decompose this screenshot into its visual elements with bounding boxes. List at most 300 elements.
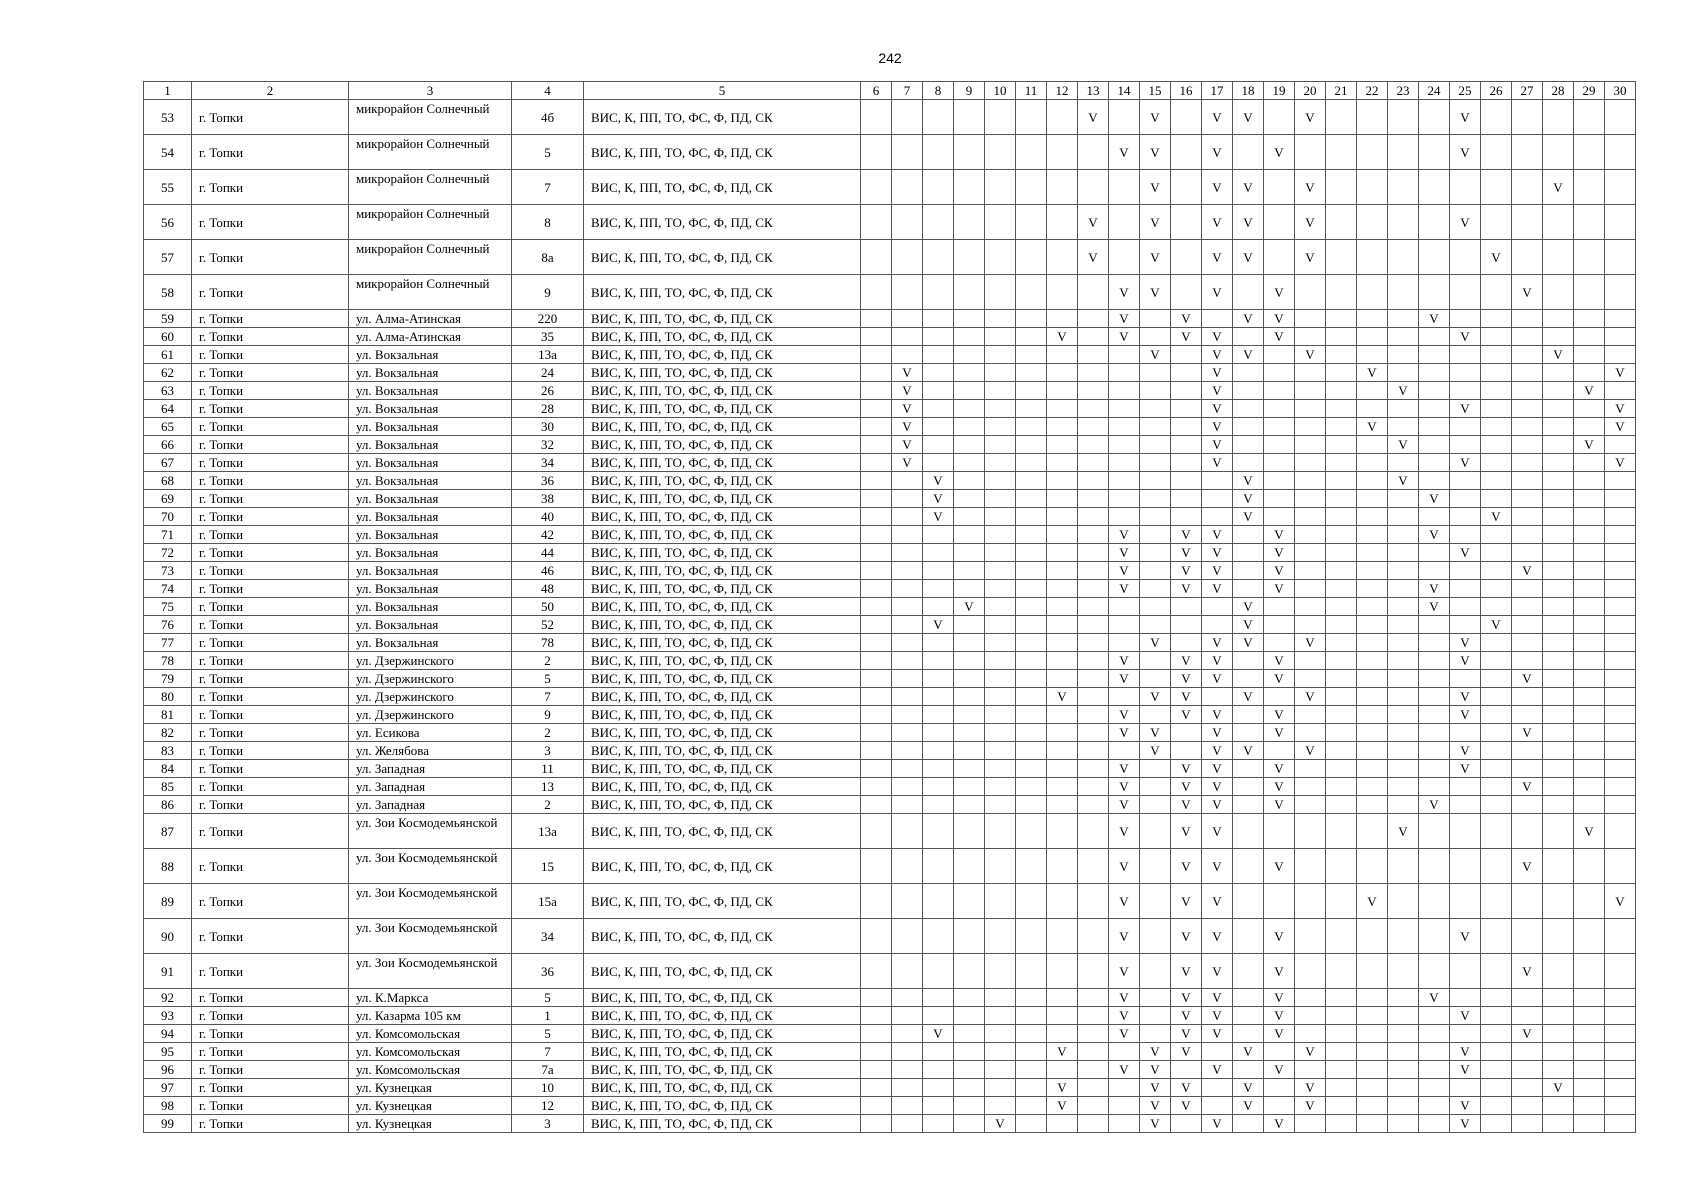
table-row bbox=[144, 490, 1636, 508]
column-header-5: 5 bbox=[584, 82, 861, 100]
empty-cell bbox=[1326, 346, 1357, 364]
row-number: 54 bbox=[144, 135, 192, 170]
check-mark: V bbox=[1233, 100, 1264, 135]
empty-cell bbox=[1326, 240, 1357, 275]
empty-cell bbox=[1326, 796, 1357, 814]
empty-cell bbox=[1326, 652, 1357, 670]
empty-cell bbox=[923, 1043, 954, 1061]
empty-cell bbox=[1047, 724, 1078, 742]
check-mark: V bbox=[1171, 526, 1202, 544]
empty-cell bbox=[1078, 1007, 1109, 1025]
check-mark: V bbox=[1357, 364, 1388, 382]
empty-cell bbox=[1512, 135, 1543, 170]
house-cell: 38 bbox=[512, 490, 584, 508]
empty-cell bbox=[1140, 364, 1171, 382]
empty-cell bbox=[954, 616, 985, 634]
empty-cell bbox=[1140, 328, 1171, 346]
check-mark: V bbox=[1202, 954, 1233, 989]
empty-cell bbox=[923, 170, 954, 205]
empty-cell bbox=[1295, 1025, 1326, 1043]
column-header-19: 19 bbox=[1264, 82, 1295, 100]
check-mark: V bbox=[1140, 1061, 1171, 1079]
check-mark: V bbox=[1202, 919, 1233, 954]
empty-cell bbox=[1016, 760, 1047, 778]
city-cell: г. Топки bbox=[192, 1007, 349, 1025]
empty-cell bbox=[1388, 652, 1419, 670]
empty-cell bbox=[1233, 580, 1264, 598]
empty-cell bbox=[954, 796, 985, 814]
empty-cell bbox=[1047, 240, 1078, 275]
check-mark: V bbox=[1233, 472, 1264, 490]
column-header-24: 24 bbox=[1419, 82, 1450, 100]
empty-cell bbox=[1233, 1025, 1264, 1043]
empty-cell bbox=[1574, 1097, 1605, 1115]
empty-cell bbox=[1016, 400, 1047, 418]
empty-cell bbox=[1388, 205, 1419, 240]
empty-cell bbox=[954, 170, 985, 205]
empty-cell bbox=[1605, 688, 1636, 706]
empty-cell bbox=[1512, 418, 1543, 436]
works-cell: ВИС, К, ПП, ТО, ФС, Ф, ПД, СК bbox=[584, 1025, 861, 1043]
empty-cell bbox=[954, 652, 985, 670]
empty-cell bbox=[1574, 275, 1605, 310]
check-mark: V bbox=[892, 364, 923, 382]
check-mark: V bbox=[1109, 580, 1140, 598]
city-cell: г. Топки bbox=[192, 1079, 349, 1097]
check-mark: V bbox=[1202, 670, 1233, 688]
empty-cell bbox=[1512, 400, 1543, 418]
empty-cell bbox=[1450, 1025, 1481, 1043]
empty-cell bbox=[1543, 652, 1574, 670]
empty-cell bbox=[1171, 616, 1202, 634]
empty-cell bbox=[861, 418, 892, 436]
check-mark: V bbox=[1450, 135, 1481, 170]
street-cell: ул. Алма-Атинская bbox=[349, 328, 512, 346]
empty-cell bbox=[1574, 849, 1605, 884]
table-row bbox=[144, 580, 1636, 598]
table-row bbox=[144, 706, 1636, 724]
empty-cell bbox=[1078, 135, 1109, 170]
street-cell: ул. Вокзальная bbox=[349, 418, 512, 436]
row-number: 89 bbox=[144, 884, 192, 919]
empty-cell bbox=[892, 508, 923, 526]
empty-cell bbox=[1295, 382, 1326, 400]
check-mark: V bbox=[1140, 1043, 1171, 1061]
empty-cell bbox=[1388, 580, 1419, 598]
row-number: 91 bbox=[144, 954, 192, 989]
empty-cell bbox=[1047, 796, 1078, 814]
empty-cell bbox=[861, 472, 892, 490]
empty-cell bbox=[1512, 346, 1543, 364]
row-number: 62 bbox=[144, 364, 192, 382]
empty-cell bbox=[985, 436, 1016, 454]
empty-cell bbox=[1326, 778, 1357, 796]
house-cell: 42 bbox=[512, 526, 584, 544]
empty-cell bbox=[1078, 616, 1109, 634]
empty-cell bbox=[1481, 989, 1512, 1007]
empty-cell bbox=[954, 328, 985, 346]
check-mark: V bbox=[1047, 688, 1078, 706]
check-mark: V bbox=[1264, 328, 1295, 346]
empty-cell bbox=[1419, 472, 1450, 490]
empty-cell bbox=[1140, 849, 1171, 884]
check-mark: V bbox=[1295, 170, 1326, 205]
empty-cell bbox=[1016, 989, 1047, 1007]
empty-cell bbox=[1047, 562, 1078, 580]
check-mark: V bbox=[1264, 544, 1295, 562]
empty-cell bbox=[985, 760, 1016, 778]
works-cell: ВИС, К, ПП, ТО, ФС, Ф, ПД, СК bbox=[584, 382, 861, 400]
row-number: 82 bbox=[144, 724, 192, 742]
empty-cell bbox=[1109, 205, 1140, 240]
empty-cell bbox=[892, 526, 923, 544]
empty-cell bbox=[892, 706, 923, 724]
empty-cell bbox=[1512, 884, 1543, 919]
empty-cell bbox=[1140, 796, 1171, 814]
empty-cell bbox=[1016, 1097, 1047, 1115]
empty-cell bbox=[1605, 472, 1636, 490]
check-mark: V bbox=[985, 1115, 1016, 1133]
empty-cell bbox=[1512, 919, 1543, 954]
empty-cell bbox=[1605, 490, 1636, 508]
empty-cell bbox=[1357, 954, 1388, 989]
works-cell: ВИС, К, ПП, ТО, ФС, Ф, ПД, СК bbox=[584, 849, 861, 884]
table-row bbox=[144, 562, 1636, 580]
empty-cell bbox=[1512, 490, 1543, 508]
empty-cell bbox=[861, 544, 892, 562]
empty-cell bbox=[861, 598, 892, 616]
empty-cell bbox=[1357, 310, 1388, 328]
check-mark: V bbox=[1512, 954, 1543, 989]
empty-cell bbox=[1140, 670, 1171, 688]
empty-cell bbox=[1078, 598, 1109, 616]
table-row bbox=[144, 670, 1636, 688]
empty-cell bbox=[1388, 1007, 1419, 1025]
street-cell: ул. Вокзальная bbox=[349, 436, 512, 454]
check-mark: V bbox=[1171, 670, 1202, 688]
row-number: 67 bbox=[144, 454, 192, 472]
check-mark: V bbox=[1171, 796, 1202, 814]
empty-cell bbox=[1047, 954, 1078, 989]
empty-cell bbox=[1047, 364, 1078, 382]
empty-cell bbox=[985, 670, 1016, 688]
column-header-12: 12 bbox=[1047, 82, 1078, 100]
empty-cell bbox=[1171, 1115, 1202, 1133]
empty-cell bbox=[1543, 954, 1574, 989]
empty-cell bbox=[1481, 1025, 1512, 1043]
row-number: 94 bbox=[144, 1025, 192, 1043]
empty-cell bbox=[1016, 796, 1047, 814]
empty-cell bbox=[1047, 1007, 1078, 1025]
empty-cell bbox=[1543, 100, 1574, 135]
house-cell: 1 bbox=[512, 1007, 584, 1025]
check-mark: V bbox=[1450, 760, 1481, 778]
empty-cell bbox=[1109, 1043, 1140, 1061]
empty-cell bbox=[1512, 508, 1543, 526]
column-header-20: 20 bbox=[1295, 82, 1326, 100]
empty-cell bbox=[1326, 526, 1357, 544]
column-header-21: 21 bbox=[1326, 82, 1357, 100]
empty-cell bbox=[1016, 778, 1047, 796]
check-mark: V bbox=[1047, 328, 1078, 346]
empty-cell bbox=[1512, 1007, 1543, 1025]
works-cell: ВИС, К, ПП, ТО, ФС, Ф, ПД, СК bbox=[584, 275, 861, 310]
check-mark: V bbox=[1202, 652, 1233, 670]
empty-cell bbox=[1078, 989, 1109, 1007]
check-mark: V bbox=[1140, 1097, 1171, 1115]
empty-cell bbox=[1605, 954, 1636, 989]
street-cell: ул. Кузнецкая bbox=[349, 1079, 512, 1097]
empty-cell bbox=[1481, 490, 1512, 508]
empty-cell bbox=[985, 240, 1016, 275]
empty-cell bbox=[923, 989, 954, 1007]
empty-cell bbox=[1078, 526, 1109, 544]
row-number: 69 bbox=[144, 490, 192, 508]
street-cell: ул. Кузнецкая bbox=[349, 1097, 512, 1115]
check-mark: V bbox=[1419, 526, 1450, 544]
check-mark: V bbox=[1202, 364, 1233, 382]
empty-cell bbox=[1357, 1097, 1388, 1115]
check-mark: V bbox=[1295, 1097, 1326, 1115]
empty-cell bbox=[1233, 706, 1264, 724]
empty-cell bbox=[1574, 418, 1605, 436]
empty-cell bbox=[1047, 919, 1078, 954]
check-mark: V bbox=[1171, 706, 1202, 724]
empty-cell bbox=[1326, 418, 1357, 436]
city-cell: г. Топки bbox=[192, 454, 349, 472]
empty-cell bbox=[1574, 760, 1605, 778]
house-cell: 2 bbox=[512, 724, 584, 742]
empty-cell bbox=[1140, 310, 1171, 328]
empty-cell bbox=[1605, 275, 1636, 310]
works-cell: ВИС, К, ПП, ТО, ФС, Ф, ПД, СК bbox=[584, 562, 861, 580]
empty-cell bbox=[954, 100, 985, 135]
house-cell: 15 bbox=[512, 849, 584, 884]
empty-cell bbox=[1574, 742, 1605, 760]
city-cell: г. Топки bbox=[192, 652, 349, 670]
empty-cell bbox=[861, 382, 892, 400]
empty-cell bbox=[1574, 135, 1605, 170]
empty-cell bbox=[985, 1007, 1016, 1025]
empty-cell bbox=[1605, 989, 1636, 1007]
empty-cell bbox=[923, 135, 954, 170]
empty-cell bbox=[1078, 706, 1109, 724]
empty-cell bbox=[892, 1043, 923, 1061]
check-mark: V bbox=[1450, 1043, 1481, 1061]
empty-cell bbox=[1202, 1043, 1233, 1061]
empty-cell bbox=[1326, 1061, 1357, 1079]
check-mark: V bbox=[1233, 205, 1264, 240]
data-table bbox=[143, 81, 1636, 1133]
empty-cell bbox=[1605, 526, 1636, 544]
works-cell: ВИС, К, ПП, ТО, ФС, Ф, ПД, СК bbox=[584, 652, 861, 670]
empty-cell bbox=[1357, 1115, 1388, 1133]
column-header-11: 11 bbox=[1016, 82, 1047, 100]
empty-cell bbox=[1233, 1007, 1264, 1025]
column-header-10: 10 bbox=[985, 82, 1016, 100]
row-number: 77 bbox=[144, 634, 192, 652]
empty-cell bbox=[1233, 328, 1264, 346]
check-mark: V bbox=[1388, 814, 1419, 849]
empty-cell bbox=[1605, 706, 1636, 724]
empty-cell bbox=[892, 100, 923, 135]
check-mark: V bbox=[1233, 1079, 1264, 1097]
empty-cell bbox=[1419, 240, 1450, 275]
works-cell: ВИС, К, ПП, ТО, ФС, Ф, ПД, СК bbox=[584, 346, 861, 364]
empty-cell bbox=[923, 778, 954, 796]
empty-cell bbox=[1574, 954, 1605, 989]
empty-cell bbox=[1202, 1097, 1233, 1115]
empty-cell bbox=[861, 1007, 892, 1025]
empty-cell bbox=[1388, 989, 1419, 1007]
empty-cell bbox=[1574, 526, 1605, 544]
empty-cell bbox=[1326, 670, 1357, 688]
empty-cell bbox=[1295, 418, 1326, 436]
check-mark: V bbox=[1171, 544, 1202, 562]
empty-cell bbox=[861, 400, 892, 418]
empty-cell bbox=[1326, 364, 1357, 382]
empty-cell bbox=[1419, 454, 1450, 472]
empty-cell bbox=[1047, 1061, 1078, 1079]
row-number: 73 bbox=[144, 562, 192, 580]
column-header-13: 13 bbox=[1078, 82, 1109, 100]
works-cell: ВИС, К, ПП, ТО, ФС, Ф, ПД, СК bbox=[584, 310, 861, 328]
empty-cell bbox=[1481, 400, 1512, 418]
empty-cell bbox=[861, 670, 892, 688]
empty-cell bbox=[1419, 688, 1450, 706]
empty-cell bbox=[985, 706, 1016, 724]
empty-cell bbox=[1605, 778, 1636, 796]
empty-cell bbox=[1109, 1115, 1140, 1133]
empty-cell bbox=[1016, 346, 1047, 364]
empty-cell bbox=[954, 310, 985, 328]
empty-cell bbox=[1357, 742, 1388, 760]
empty-cell bbox=[1357, 616, 1388, 634]
empty-cell bbox=[861, 1079, 892, 1097]
empty-cell bbox=[1419, 135, 1450, 170]
empty-cell bbox=[985, 814, 1016, 849]
empty-cell bbox=[1419, 562, 1450, 580]
empty-cell bbox=[1295, 490, 1326, 508]
street-cell: ул. Дзержинского bbox=[349, 706, 512, 724]
check-mark: V bbox=[1109, 135, 1140, 170]
empty-cell bbox=[1543, 454, 1574, 472]
check-mark: V bbox=[1512, 670, 1543, 688]
empty-cell bbox=[1481, 849, 1512, 884]
check-mark: V bbox=[1295, 346, 1326, 364]
street-cell: ул. Алма-Атинская bbox=[349, 310, 512, 328]
empty-cell bbox=[1295, 436, 1326, 454]
row-number: 64 bbox=[144, 400, 192, 418]
works-cell: ВИС, К, ПП, ТО, ФС, Ф, ПД, СК bbox=[584, 240, 861, 275]
empty-cell bbox=[1388, 634, 1419, 652]
empty-cell bbox=[1450, 778, 1481, 796]
empty-cell bbox=[923, 454, 954, 472]
empty-cell bbox=[1109, 170, 1140, 205]
empty-cell bbox=[1016, 170, 1047, 205]
empty-cell bbox=[1419, 436, 1450, 454]
empty-cell bbox=[985, 1061, 1016, 1079]
empty-cell bbox=[954, 954, 985, 989]
empty-cell bbox=[861, 170, 892, 205]
empty-cell bbox=[1233, 670, 1264, 688]
column-header-15: 15 bbox=[1140, 82, 1171, 100]
empty-cell bbox=[1357, 526, 1388, 544]
house-cell: 9 bbox=[512, 706, 584, 724]
empty-cell bbox=[923, 742, 954, 760]
check-mark: V bbox=[1512, 1025, 1543, 1043]
empty-cell bbox=[1140, 778, 1171, 796]
empty-cell bbox=[1047, 205, 1078, 240]
empty-cell bbox=[985, 100, 1016, 135]
empty-cell bbox=[1233, 760, 1264, 778]
empty-cell bbox=[985, 310, 1016, 328]
empty-cell bbox=[1605, 1097, 1636, 1115]
empty-cell bbox=[861, 364, 892, 382]
empty-cell bbox=[954, 508, 985, 526]
check-mark: V bbox=[1264, 275, 1295, 310]
empty-cell bbox=[1450, 616, 1481, 634]
empty-cell bbox=[1450, 562, 1481, 580]
table-row bbox=[144, 849, 1636, 884]
house-cell: 3 bbox=[512, 742, 584, 760]
empty-cell bbox=[985, 544, 1016, 562]
check-mark: V bbox=[1171, 562, 1202, 580]
empty-cell bbox=[923, 544, 954, 562]
check-mark: V bbox=[1202, 328, 1233, 346]
empty-cell bbox=[1202, 1079, 1233, 1097]
empty-cell bbox=[1047, 400, 1078, 418]
check-mark: V bbox=[1109, 526, 1140, 544]
empty-cell bbox=[1109, 598, 1140, 616]
empty-cell bbox=[1109, 346, 1140, 364]
empty-cell bbox=[1202, 472, 1233, 490]
street-cell: ул. Вокзальная bbox=[349, 580, 512, 598]
empty-cell bbox=[1574, 1007, 1605, 1025]
check-mark: V bbox=[1450, 205, 1481, 240]
street-cell: микрорайон Солнечный bbox=[349, 205, 512, 240]
works-cell: ВИС, К, ПП, ТО, ФС, Ф, ПД, СК bbox=[584, 400, 861, 418]
empty-cell bbox=[1202, 508, 1233, 526]
empty-cell bbox=[954, 778, 985, 796]
check-mark: V bbox=[1419, 989, 1450, 1007]
empty-cell bbox=[1326, 1007, 1357, 1025]
empty-cell bbox=[1450, 849, 1481, 884]
works-cell: ВИС, К, ПП, ТО, ФС, Ф, ПД, СК bbox=[584, 472, 861, 490]
empty-cell bbox=[1326, 706, 1357, 724]
works-cell: ВИС, К, ПП, ТО, ФС, Ф, ПД, СК bbox=[584, 814, 861, 849]
works-cell: ВИС, К, ПП, ТО, ФС, Ф, ПД, СК bbox=[584, 796, 861, 814]
works-cell: ВИС, К, ПП, ТО, ФС, Ф, ПД, СК bbox=[584, 170, 861, 205]
empty-cell bbox=[1295, 1115, 1326, 1133]
check-mark: V bbox=[1171, 1007, 1202, 1025]
city-cell: г. Топки bbox=[192, 562, 349, 580]
empty-cell bbox=[954, 436, 985, 454]
empty-cell bbox=[1450, 598, 1481, 616]
check-mark: V bbox=[1109, 778, 1140, 796]
empty-cell bbox=[923, 580, 954, 598]
empty-cell bbox=[923, 526, 954, 544]
empty-cell bbox=[1140, 454, 1171, 472]
empty-cell bbox=[1419, 1025, 1450, 1043]
empty-cell bbox=[1171, 436, 1202, 454]
works-cell: ВИС, К, ПП, ТО, ФС, Ф, ПД, СК bbox=[584, 1061, 861, 1079]
empty-cell bbox=[1419, 954, 1450, 989]
empty-cell bbox=[1388, 364, 1419, 382]
empty-cell bbox=[1481, 742, 1512, 760]
check-mark: V bbox=[1450, 634, 1481, 652]
empty-cell bbox=[1388, 100, 1419, 135]
